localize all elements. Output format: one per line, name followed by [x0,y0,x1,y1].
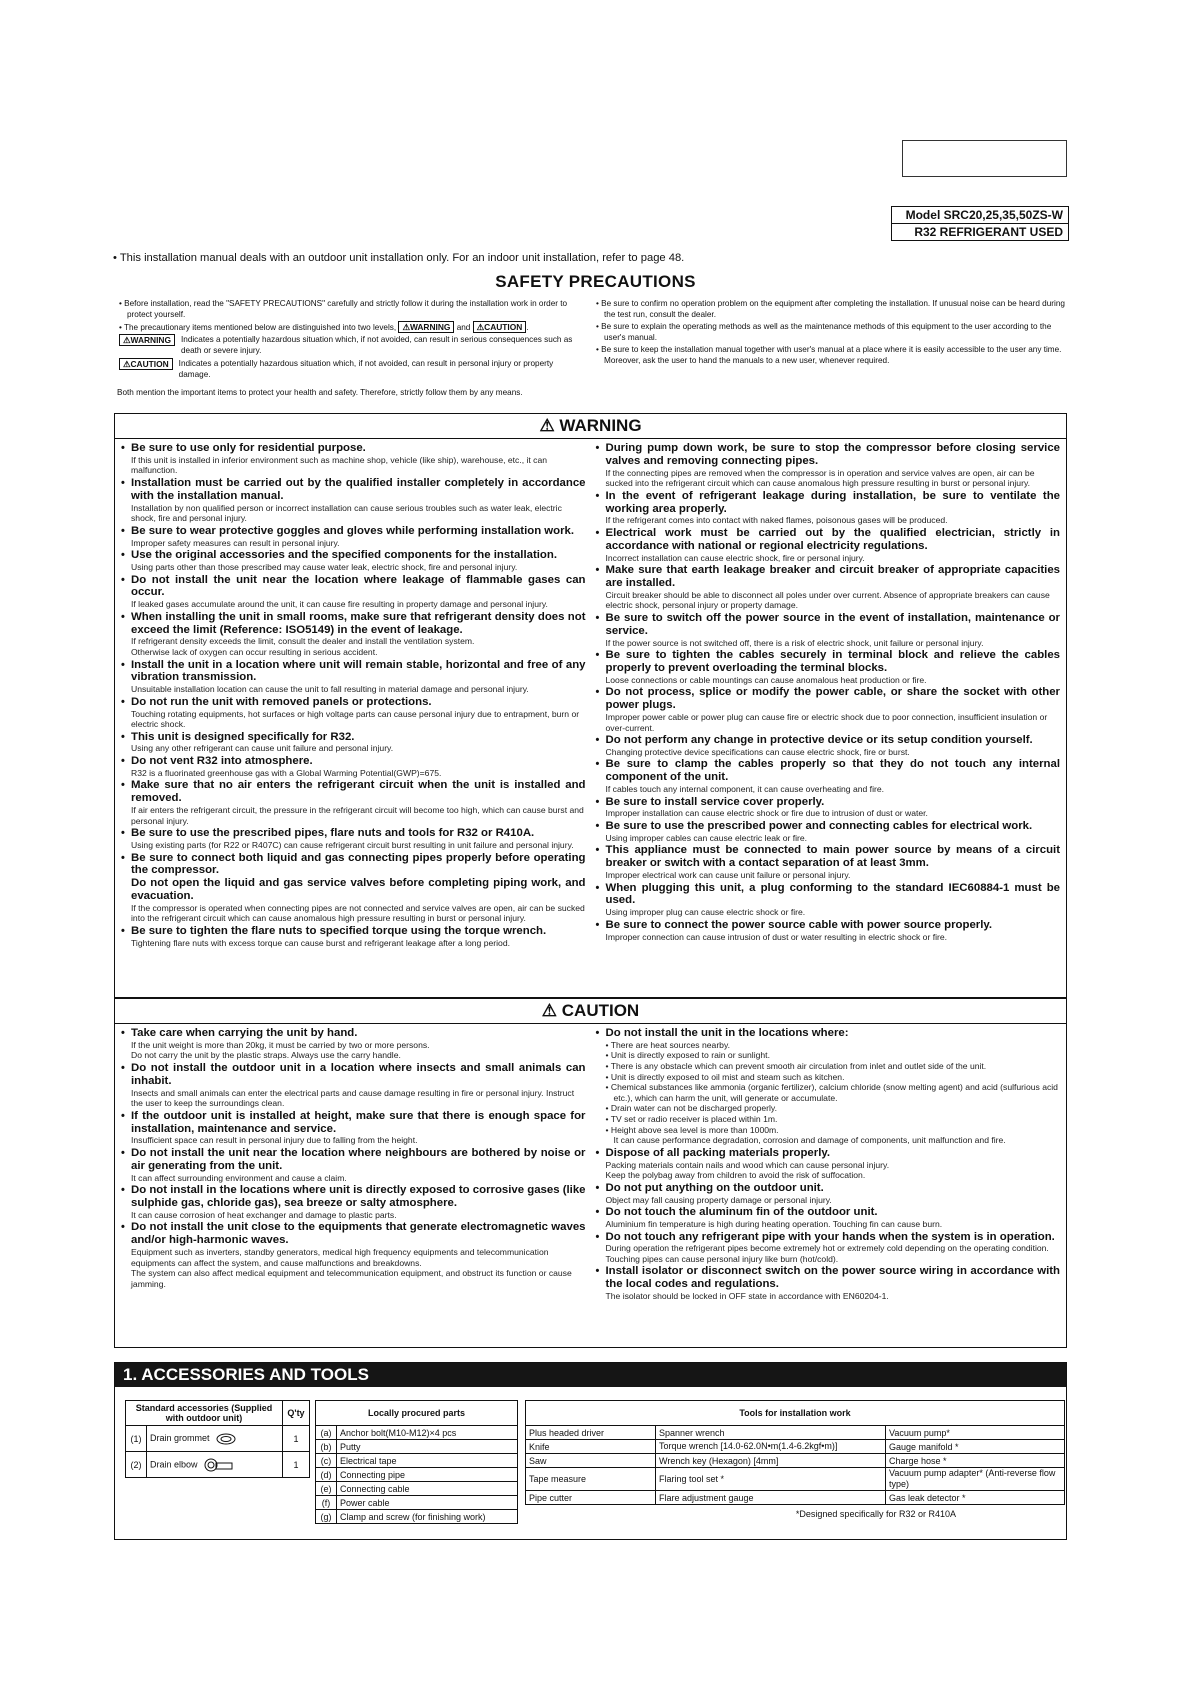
caution-item: • Dispose of all packing materials properly. Packing materials contain nails and wood which can cause personal injury. Keep the polybag away from children to avoid the risk of suffocation. [596,1147,1061,1181]
item-heading: Make sure that no air enters the refrigerant circuit when the unit is installed and removed. [131,779,586,805]
local-part-row: (a) Anchor bolt(M10-M12)×4 pcs [316,1426,518,1440]
item-description: Otherwise lack of oxygen can occur resulting in serious accident. [131,646,378,657]
item-description: If refrigerant density exceeds the limit, consult the dealer and install the ventilation system. [131,636,475,647]
item-description: If leaked gases accumulate around the unit, it can cause fire resulting in property damage and personal injury. [131,599,548,610]
model-box [891,206,1069,241]
item-subpoint: • There are heat sources nearby. [605,1039,731,1050]
item-subpoint: • Drain water can not be discharged properly. [605,1103,777,1114]
warning-item: • Be sure to tighten the cables securely in terminal block and relieve the cables properly to prevent overloading the terminal blocks. Loose connections or cable mountings can cause anomalous heat production or fire. [595,649,1060,685]
caution-item: • Do not put anything on the outdoor unit. Object may fall causing property damage or personal injury. [596,1182,1061,1205]
std-header: Standard accessories (Supplied with outdoor unit) [126,1401,283,1426]
item-heading: When installing the unit in small rooms, make sure that refrigerant density does not exceed the limit (Reference: ISO5149) in the event of leakage. [131,610,586,636]
caution-label: ⚠CAUTION [473,321,527,333]
item-heading: Be sure to connect the power source cable with power source properly. [605,918,993,931]
item-heading: Do not vent R32 into atmosphere. [131,755,313,768]
item-heading: Install the unit in a location where unit will remain stable, horizontal and free of any vibration transmission. [131,658,586,684]
precaution-text: • Be sure to keep the installation manual together with user's manual at a place where it is easily accessible to the user any time. Moreover, ask the user to hand the manuals to a new user, whenever required. [596,345,1062,365]
caution-label: ⚠CAUTION [119,358,173,370]
item-description: Insufficient space can result in personal injury due to falling from the height. [131,1135,418,1146]
item-description: Using existing parts (for R22 or R407C) can cause refrigerant circuit burst resulting in unit failure and personal injury. [131,840,574,851]
warning-item: • Do not process, splice or modify the power cable, or share the socket with other power plugs. Improper power cable or power plug can cause fire or electric shock due to poor connection, insufficient insulation or over-current. [595,686,1060,733]
page-title: SAFETY PRECAUTIONS [495,272,696,291]
item-heading: Be sure to switch off the power source in the event of installation, maintenance or service. [605,611,1060,637]
qty-header: Q'ty [283,1401,310,1426]
item-description: Improper connection can cause intrusion of dust or water resulting in electric shock or fire. [605,931,948,942]
caution-item: • Do not touch the aluminum fin of the outdoor unit. Aluminium fin temperature is high during heating operation. Touching fin can cause burn. [596,1206,1061,1229]
caution-item: • Do not install in the locations where unit is directly exposed to corrosive gases (like sulphide gas, chloride gas), sea breeze or salty atmosphere. It can cause corrosion of heat exchanger and damage to plastic parts. [121,1184,586,1220]
item-note: It can cause performance degradation, corrosion and damage of components, unit malfunction and fire. [613,1135,1006,1146]
caution-item: • Do not install the unit in the locations where: • There are heat sources nearby. • Unit is directly exposed to rain or sunlight. • There is any obstacle which can prevent smooth air circulation from inlet and outlet side of the unit. • Unit is directly exposed to oil mist and steam such as kitchen. • Chemical substances like ammonia (organic fertilizer), calcium chloride (snow melting agent) and acid (sulfurious acid etc.), which can harm the unit, will generate or accumulate. • Drain water can not be discharged properly. • TV set or radio receiver is placed within 1m. • Height above sea level is more than 1000m. It can cause performance degradation, corrosion and damage of components, unit malfunction and fire. [596,1027,1061,1146]
item-heading: Do not run the unit with removed panels or protections. [131,695,432,708]
warning-item: • Use the original accessories and the specified components for the installation. Using parts other than those prescribed may cause water leak, electric shock, fire and personal injury. [121,549,586,572]
item-description: If this unit is installed in inferior environment such as machine shop, vehicle (like ship), warehouse, etc., it can malfunction. [131,454,548,476]
item-heading: Do not touch the aluminum fin of the outdoor unit. [605,1206,878,1219]
item-heading: Do not install in the locations where unit is directly exposed to corrosive gases (like sulphide gas, chloride gas), sea breeze or salty atmosphere. [131,1184,586,1209]
tools-note: *Designed specifically for R32 or R410A [795,1509,956,1519]
precaution-text: • Be sure to confirm no operation problem on the equipment after completing the installation. If unusual noise can be heard during the test run, consult the dealer. [596,299,1065,319]
item-description: If the power source is not switched off, there is a risk of electric shock, unit failure or personal injury. [605,637,984,648]
std-item: Drain grommet [147,1426,283,1452]
item-heading: Do not touch any refrigerant pipe with your hands when the system is in operation. [605,1230,1055,1243]
item-heading: This unit is designed specifically for R32. [131,730,355,743]
item-heading: Be sure to connect both liquid and gas connecting pipes properly before operating the compressor. [131,851,586,877]
blank-label-box [902,140,1067,177]
item-heading: Do not open the liquid and gas service valves before completing piping work, and evacuation. [131,877,586,903]
drain-grommet-icon [216,1433,236,1445]
item-heading: Do not install the outdoor unit in a location where insects and small animals can inhabit. [131,1061,586,1087]
item-description: Using improper plug can cause electric shock or fire. [605,907,806,918]
item-heading: Do not install the unit near the location where neighbours are bothered by noise or air generating from the unit. [131,1146,586,1172]
item-description: Insects and small animals can enter the electrical parts and cause damage resulting in fire or personal injury. Instruct the user to keep the surroundings clean. [131,1087,575,1109]
item-description: The isolator should be locked in OFF state in accordance with EN60204-1. [605,1291,889,1302]
item-description: If air enters the refrigerant circuit, the pressure in the refrigerant circuit will become too high, which can cause burst and personal injury. [131,805,584,826]
item-heading: Make sure that earth leakage breaker and circuit breaker of appropriate capacities are installed. [605,564,1060,589]
precautions-right [596,298,1066,367]
tool-row: Knife Torque wrench [14.0-62.0N•m(1.4-6.2kgf•m)] Gauge manifold * [526,1440,1065,1454]
warning-item: • This appliance must be connected to main power source by means of a circuit breaker or switch with a contact separation of at least 3mm. Improper electrical work can cause unit failure or personal injury. [595,844,1060,881]
item-heading: In the event of refrigerant leakage during installation, be sure to ventilate the working area properly. [605,489,1060,515]
item-description: It can cause corrosion of heat exchanger and damage to plastic parts. [131,1209,397,1220]
warning-item: • Be sure to connect the power source cable with power source properly. Improper connection can cause intrusion of dust or water resulting in electric shock or fire. [596,919,1061,942]
item-heading: Do not install the unit near the location where leakage of flammable gases can occur. [131,573,586,599]
warning-item: • Do not perform any change in protective device or its setup condition yourself. Changing protective device specifications can cause electric shock, fire or burst. [596,734,1061,757]
tool-row: Saw Wrench key (Hexagon) [4mm] Charge hose * [526,1454,1065,1468]
precautions-note: Both mention the important items to protect your health and safety. Therefore, strictly follow them by any means. [117,388,523,397]
item-heading: Be sure to tighten the cables securely in terminal block and relieve the cables properly to prevent overloading the terminal blocks. [605,649,1060,674]
local-part-row: (d) Connecting pipe [316,1468,518,1482]
warning-item: • Do not run the unit with removed panels or protections. Touching rotating equipments, hot surfaces or high voltage parts can cause personal injury due to entrapment, burn or electric shock. [121,696,586,730]
local-parts-table [315,1400,518,1524]
warning-item: • When plugging this unit, a plug conforming to the standard IEC60884-1 must be used. Using improper plug can cause electric shock or fire. [595,881,1060,918]
accessories-section [114,1362,1067,1540]
warning-left-column [121,442,586,949]
item-heading: Install isolator or disconnect switch on the power source wiring in accordance with the local codes and regulations. [605,1265,1060,1291]
item-subpoint: • Unit is directly exposed to oil mist and steam such as kitchen. [605,1071,845,1082]
warning-item: • Make sure that no air enters the refrigerant circuit when the unit is installed and removed. If air enters the refrigerant circuit, the pressure in the refrigerant circuit will become too high, which can cause burst and personal injury. [121,779,586,826]
local-part-row: (f) Power cable [316,1496,518,1510]
local-part-row: (g) Clamp and screw (for finishing work) [316,1510,518,1524]
warning-label: ⚠WARNING [119,334,175,346]
warning-item: • Be sure to switch off the power source in the event of installation, maintenance or service. If the power source is not switched off, there is a risk of electric shock, unit failure or personal injury. [595,611,1060,648]
item-heading: Be sure to wear protective goggles and gloves while performing installation work. [131,524,575,537]
precaution-text: • Be sure to explain the operating methods as well as the maintenance methods of this equipment to the user according to the user's manual. [596,322,1052,342]
warning-item: • Be sure to clamp the cables properly so that they do not touch any internal component of the unit. If cables touch any internal component, it can cause overheating and fire. [595,758,1060,795]
item-description: Using parts other than those prescribed may cause water leak, electric shock, fire and personal injury. [131,561,518,572]
caution-item: • Do not install the outdoor unit in a location where insects and small animals can inhabit. Insects and small animals can enter the electrical parts and cause damage resulting in fire or personal injury. Instruct the user to keep the surroundings clean. [121,1061,586,1109]
warning-item: • Do not vent R32 into atmosphere. R32 is a fluorinated greenhouse gas with a Global Warming Potential(GWP)=675. [121,755,586,778]
item-description: Improper installation can cause electric shock or fire due to intrusion of dust or water. [605,808,928,819]
warning-item: • Be sure to connect both liquid and gas connecting pipes properly before operating the compressor. Do not open the liquid and gas service valves before completing piping work, and evacuation. If the compressor is operated when connecting pipes are not connected and service valves are open, air can be sucked into the refrigerant circuit which can cause anomalous high pressure resulting in burst or personal injury. [121,851,586,924]
warning-item: • Do not install the unit near the location where leakage of flammable gases can occur. If leaked gases accumulate around the unit, it can cause fire resulting in property damage and personal injury. [121,573,586,610]
item-heading: Electrical work must be carried out by the qualified electrician, strictly in accordance with national or regional electricity regulations. [605,526,1060,552]
tool-row: Plus headed driver Spanner wrench Vacuum pump* [526,1426,1065,1440]
warning-item: • Make sure that earth leakage breaker and circuit breaker of appropriate capacities are installed. Circuit breaker should be able to disconnect all poles under over current. Absence of appropriate breakers can cause electric shock, personal injury or property damage. [595,564,1060,611]
item-heading: Be sure to clamp the cables properly so that they do not touch any internal component of the unit. [605,758,1060,784]
item-description: Loose connections or cable mountings can cause anomalous heat production or fire. [605,674,927,685]
item-description: If the compressor is operated when connecting pipes are not connected and service valves are open, air can be sucked into the refrigerant circuit which can cause anomalous high pressure resulting in burst or personal injury. [131,902,585,924]
item-heading: Be sure to use the prescribed power and connecting cables for electrical work. [605,820,1033,833]
item-heading: Be sure to install service cover properly. [605,795,825,808]
warning-definition: ⚠WARNING Indicates a potentially hazardous situation which, if not avoided, can result in serious consequences such as death or severe injury. [119,334,587,356]
refrigerant-label: R32 REFRIGERANT USED [914,225,1063,239]
std-item: Drain elbow [147,1452,283,1478]
item-heading: Dispose of all packing materials properly. [605,1146,831,1159]
item-heading: Do not process, splice or modify the power cable, or share the socket with other power plugs. [605,686,1060,712]
standard-accessories-table: Standard accessories (Supplied with outdoor unit) Q'ty (1) Drain grommet 1 (2) Drain elbow 1 [125,1400,310,1478]
drain-elbow-icon [204,1458,234,1472]
caution-item: • Install isolator or disconnect switch on the power source wiring in accordance with the local codes and regulations. The isolator should be locked in OFF state in accordance with EN60204-1. [595,1265,1060,1302]
caution-left-column [121,1027,586,1303]
item-heading: Be sure to use only for residential purpose. [131,442,366,454]
item-description: Using improper cables can cause electric leak or fire. [605,832,808,843]
item-description: Touching rotating equipments, hot surfaces or high voltage parts can cause personal injury due to entrapment, burn or electric shock. [131,708,580,730]
item-heading: During pump down work, be sure to stop the compressor before closing service valves and removing connecting pipes. [605,442,1060,467]
caution-item: • Do not install the unit near the location where neighbours are bothered by noise or air generating from the unit. It can affect surrounding environment and cause a claim. [121,1146,586,1183]
warning-label: ⚠WARNING [398,321,454,333]
local-part-row: (e) Connecting cable [316,1482,518,1496]
item-description: Improper power cable or power plug can cause fire or electric shock due to poor connection, insufficient insulation or over-current. [605,711,1048,733]
model-name: Model SRC20,25,35,50ZS-W [892,207,1068,224]
warning-item: • Installation must be carried out by the qualified installer completely in accordance with the installation manual. Installation by non qualified person or incorrect installation can cause serious troubles such as water leak, electric shock, fire and personal injury. [121,476,586,524]
warning-heading: ⚠ WARNING [115,414,1066,439]
item-description: R32 is a fluorinated greenhouse gas with a Global Warming Potential(GWP)=675. [131,767,442,778]
warning-item: • This unit is designed specifically for R32. Using any other refrigerant can cause unit failure and personal injury. [121,731,586,754]
item-subpoint: • Height above sea level is more than 1000m. [605,1124,779,1135]
caution-section [114,998,1067,1348]
caution-item: • Take care when carrying the unit by hand. If the unit weight is more than 20kg, it must be carried by two or more persons. Do not carry the unit by the plastic straps. Always use the carry handle. [121,1027,586,1061]
item-heading: If the outdoor unit is installed at height, make sure that there is enough space for installation, maintenance and service. [131,1109,586,1135]
item-heading: Do not put anything on the outdoor unit. [605,1181,824,1194]
item-description: If the connecting pipes are removed when the compressor is in operation and service valves are open, air can be sucked into the refrigerant circuit which can cause anomalous high pressure resulting in burst or personal injury. [605,467,1035,489]
item-heading: When plugging this unit, a plug conforming to the standard IEC60884-1 must be used. [605,881,1060,907]
item-subpoint: • TV set or radio receiver is placed within 1m. [605,1113,778,1124]
warning-right-column [596,442,1061,949]
warning-item: • Be sure to use only for residential purpose. If this unit is installed in inferior environment such as machine shop, vehicle (like ship), warehouse, etc., it can malfunction. [121,442,586,476]
tools-table [525,1400,1065,1505]
warning-item: • When installing the unit in small rooms, make sure that refrigerant density does not exceed the limit (Reference: ISO5149) in the event of leakage. If refrigerant density exceeds the limit, consult the dealer and install the ventilation system. Otherwise lack of oxygen can occur resulting in serious accident. [121,610,586,657]
item-description: Incorrect installation can cause electric shock, fire or personal injury. [605,552,865,563]
tool-row: Pipe cutter Flare adjustment gauge Gas leak detector * [526,1491,1065,1505]
tools-header: Tools for installation work [526,1401,1065,1426]
item-description: Do not carry the unit by the plastic straps. Always use the carry handle. [131,1050,401,1061]
precaution-text: • The precautionary items mentioned below are distinguished into two levels, ⚠WARNING and ⚠CAUTION . [119,322,529,332]
item-description: Improper safety measures can result in personal injury. [131,537,340,548]
item-description: Using any other refrigerant can cause unit failure and personal injury. [131,743,394,754]
caution-item: • Do not install the unit close to the equipments that generate electromagnetic waves and/or high-harmonic waves. Equipment such as inverters, standby generators, medical high frequency equipments and telecommunication equipments can affect the system, and cause malfunctions and breakdowns. The system can also affect medical equipment and telecommunication equipment, and obstruct its function or cause jamming. [121,1221,586,1289]
item-description: Keep the polybag away from children to avoid the risk of suffocation. [605,1170,866,1181]
caution-definition: ⚠CAUTION Indicates a potentially hazardous situation which, if not avoided, can result in personal injury or property damage. [119,358,587,380]
item-heading: This appliance must be connected to main power source by means of a circuit breaker or switch with a contact separation of at least 3mm. [605,844,1060,870]
warning-item: • Be sure to wear protective goggles and gloves while performing installation work. Improper safety measures can result in personal injury. [121,525,586,548]
item-description: Unsuitable installation location can cause the unit to fall resulting in material damage and personal injury. [131,684,529,695]
item-description: If the refrigerant comes into contact with naked flames, poisonous gases will be produced. [605,515,948,526]
item-description: Tightening flare nuts with excess torque can cause burst and refrigerant leakage after a long period. [131,937,510,948]
item-heading: Installation must be carried out by the qualified installer completely in accordance with the installation manual. [131,476,586,502]
item-description: Aluminium fin temperature is high during heating operation. Touching fin can cause burn. [605,1218,943,1229]
caution-item: • Do not touch any refrigerant pipe with your hands when the system is in operation. During operation the refrigerant pipes become extremely hot or extremely cold depending on the operating condition. Touching pipes can cause personal injury like burn (hot/cold). [596,1231,1061,1265]
item-description: It can affect surrounding environment and cause a claim. [131,1172,347,1183]
item-description: Circuit breaker should be able to disconnect all poles under over current. Absence of appropriate breakers can cause electric shock, personal injury or property damage. [605,589,1050,611]
local-header: Locally procured parts [316,1401,518,1426]
caution-right-column [596,1027,1061,1303]
warning-item: • Be sure to use the prescribed pipes, flare nuts and tools for R32 or R410A. Using existing parts (for R22 or R407C) can cause refrigerant circuit burst resulting in unit failure and personal injury. [121,827,586,850]
item-description: Changing protective device specifications can cause electric shock, fire or burst. [605,746,910,757]
item-description: During operation the refrigerant pipes become extremely hot or extremely cold depending on the operating condition. Touching pipes can cause personal injury like burn (hot/cold). [605,1243,1049,1264]
local-part-row: (b) Putty [316,1440,518,1454]
caution-item: • If the outdoor unit is installed at height, make sure that there is enough space for installation, maintenance and service. Insufficient space can result in personal injury due to falling from the height. [121,1109,586,1146]
warning-item: • Be sure to use the prescribed power and connecting cables for electrical work. Using improper cables can cause electric leak or fire. [596,820,1061,843]
warning-item: • In the event of refrigerant leakage during installation, be sure to ventilate the working area properly. If the refrigerant comes into contact with naked flames, poisonous gases will be produced. [595,489,1060,526]
intro-text: • This installation manual deals with an outdoor unit installation only. For an indoor unit installation, refer to page 48. [113,252,685,264]
local-part-row: (c) Electrical tape [316,1454,518,1468]
item-description: If the unit weight is more than 20kg, it must be carried by two or more persons. [131,1039,430,1050]
item-heading: Use the original accessories and the specified components for the installation. [131,549,557,562]
warning-item: • Electrical work must be carried out by the qualified electrician, strictly in accordance with national or regional electricity regulations. Incorrect installation can cause electric shock, fire or personal injury. [595,526,1060,563]
warning-item: • During pump down work, be sure to stop the compressor before closing service valves and removing connecting pipes. If the connecting pipes are removed when the compressor is in operation and service valves are open, air can be sucked into the refrigerant circuit which can cause anomalous high pressure resulting in burst or personal injury. [595,442,1060,489]
caution-heading: ⚠ CAUTION [115,999,1066,1024]
item-description: The system can also affect medical equipment and telecommunication equipment, and obstruct its function or cause jamming. [131,1268,572,1289]
tool-row: Tape measure Flaring tool set * Vacuum pump adapter* (Anti-reverse flow type) [526,1468,1065,1491]
item-description: Improper electrical work can cause unit failure or personal injury. [605,870,851,881]
item-description: Object may fall causing property damage or personal injury. [605,1194,832,1205]
precautions-left [119,298,587,382]
item-heading: Do not perform any change in protective device or its setup condition yourself. [605,734,1033,747]
warning-item: • Be sure to install service cover properly. Improper installation can cause electric shock or fire due to intrusion of dust or water. [596,796,1061,819]
item-description: Equipment such as inverters, standby generators, medical high frequency equipments and telecommunication equipments can affect the system, and cause malfunctions and breakdowns. [131,1246,549,1268]
item-subpoint: • Unit is directly exposed to rain or sunlight. [605,1050,770,1061]
item-subpoint: • There is any obstacle which can prevent smooth air circulation from inlet and outlet side of the unit. [605,1060,987,1071]
precaution-text: • Before installation, read the "SAFETY PRECAUTIONS" carefully and strictly follow it during the installation work in order to protect yourself. [119,299,568,319]
item-description: Installation by non qualified person or incorrect installation can cause serious troubles such as water leak, electric shock, fire and personal injury. [131,502,562,524]
item-description: Packing materials contain nails and wood which can cause personal injury. [605,1159,890,1170]
item-heading: Be sure to use the prescribed pipes, flare nuts and tools for R32 or R410A. [131,827,535,840]
warning-item: • Install the unit in a location where unit will remain stable, horizontal and free of any vibration transmission. Unsuitable installation location can cause the unit to fall resulting in material damage and personal injury. [121,658,586,695]
item-subpoint: • Chemical substances like ammonia (organic fertilizer), calcium chloride (snow melting agent) and acid (sulfurious acid etc.), which can harm the unit, will generate or accumulate. [605,1082,1058,1103]
item-heading: Take care when carrying the unit by hand. [131,1027,358,1039]
item-description: If cables touch any internal component, it can cause overheating and fire. [605,784,885,795]
accessories-heading: 1. ACCESSORIES AND TOOLS [115,1363,1066,1387]
warning-item: • Be sure to tighten the flare nuts to specified torque using the torque wrench. Tightening flare nuts with excess torque can cause burst and refrigerant leakage after a long period. [121,925,586,948]
item-heading: Do not install the unit close to the equipments that generate electromagnetic waves and/or high-harmonic waves. [131,1221,586,1247]
warning-section [114,413,1067,998]
item-heading: Be sure to tighten the flare nuts to specified torque using the torque wrench. [131,925,547,938]
item-heading: Do not install the unit in the locations where: [605,1027,849,1039]
